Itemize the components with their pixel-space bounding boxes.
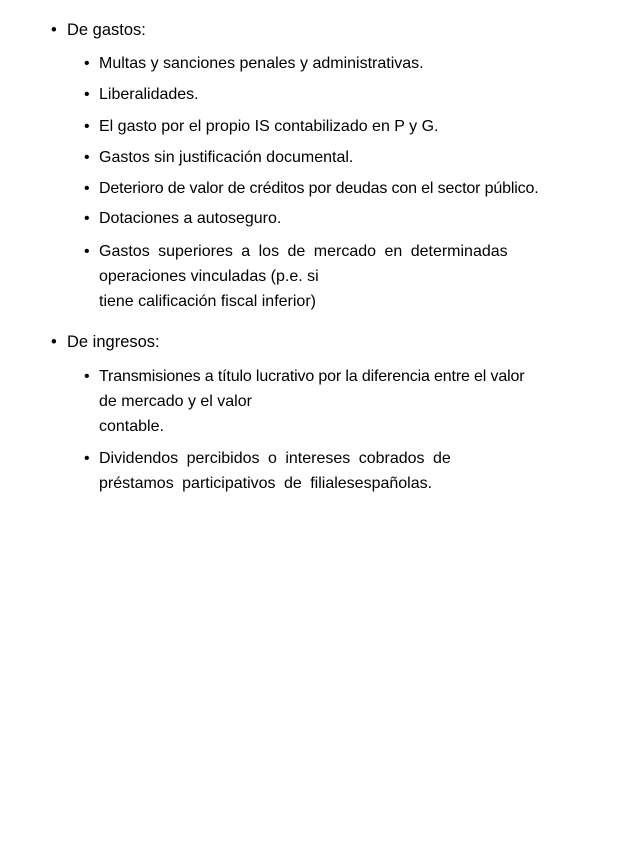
bullet-icon: • xyxy=(84,210,90,227)
item-text-line: Transmisiones a título lucrativo por la diferencia entre el valor xyxy=(99,368,525,385)
item-text-line: Dividendos percibidos o intereses cobrados de xyxy=(99,450,451,467)
item-text-line: de mercado y el valor xyxy=(99,393,252,410)
bullet-icon: • xyxy=(51,21,57,39)
bullet-icon: • xyxy=(84,180,90,197)
item-text-line: contable. xyxy=(99,418,164,435)
item-text-line: operaciones vinculadas (p.e. si xyxy=(99,268,319,285)
item-text: Deterioro de valor de créditos por deudas con el sector público. xyxy=(99,180,539,197)
item-text: Multas y sanciones penales y administrativas. xyxy=(99,55,424,72)
item-text: Dotaciones a autoseguro. xyxy=(99,210,282,227)
item-text: Liberalidades. xyxy=(99,86,199,103)
item-text-line: préstamos participativos de filialesespañolas. xyxy=(99,475,433,492)
item-text-line: tiene calificación fiscal inferior) xyxy=(99,293,316,310)
bullet-icon: • xyxy=(84,118,90,135)
bullet-icon: • xyxy=(51,333,57,351)
bullet-icon: • xyxy=(84,86,90,103)
bullet-icon: • xyxy=(84,149,90,166)
heading-text: De gastos: xyxy=(67,21,146,39)
item-text-line: Gastos superiores a los de mercado en determinadas xyxy=(99,243,508,260)
bullet-icon: • xyxy=(84,450,90,467)
bullet-icon: • xyxy=(84,243,90,260)
bullet-icon: • xyxy=(84,368,90,385)
item-text: El gasto por el propio IS contabilizado en P y G. xyxy=(99,118,439,135)
item-text: Gastos sin justificación documental. xyxy=(99,149,354,166)
heading-text: De ingresos: xyxy=(67,333,160,351)
bullet-icon: • xyxy=(84,55,90,72)
